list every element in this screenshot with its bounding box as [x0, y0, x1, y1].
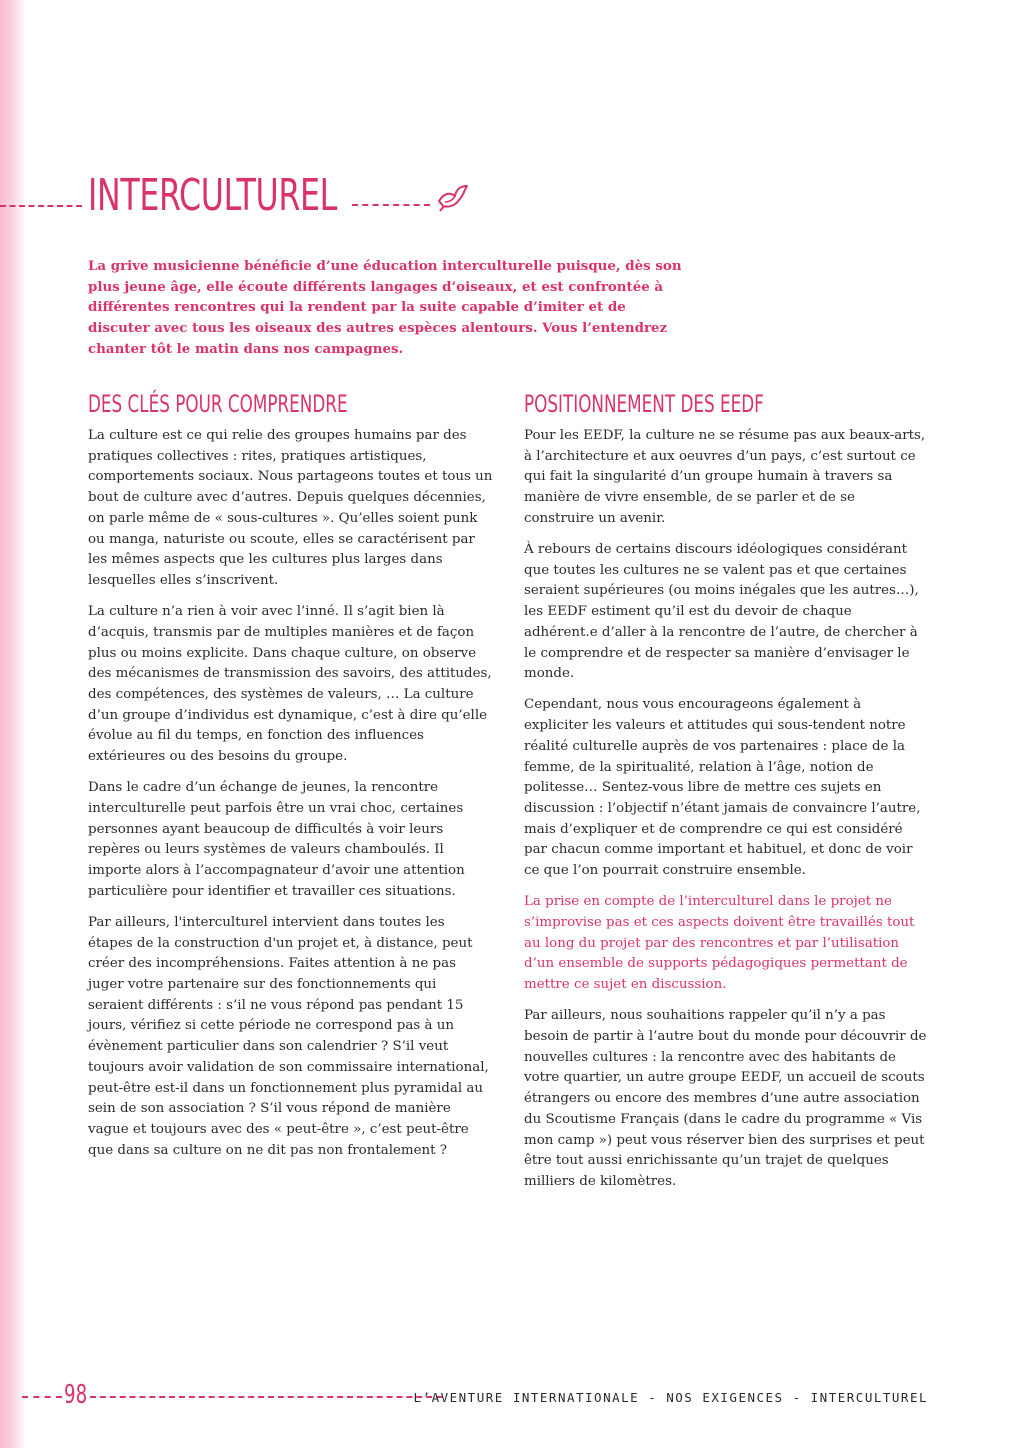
left-paragraph: La culture est ce qui relie des groupes humains par des pratiques collectives : rites, pratiques artistiques, comportements sociaux. Nous partageons toutes et tous un bout de culture avec d’autres. Depuis quelques décennies, on parle même de « sous-cultures ». Qu’elles soient punk ou manga, naturiste ou scoute, elles se caractérisent par les mêmes aspects que les cultures plus larges dans lesquelles elles s’inscrivent.	[88, 428, 493, 588]
footer-dash-right	[90, 1396, 442, 1398]
intro-paragraph: La grive musicienne bénéficie d’une éducation interculturelle puisque, dès son plus jeune âge, elle écoute différents langages d’oiseaux, et est confrontée à différentes rencontres qui la rendent par la suite capable d’imiter et de discuter avec tous les oiseaux des autres espèces alentours. Vous l’entendrez chanter tôt le matin dans nos campagnes.	[88, 258, 682, 357]
title-dash-right	[352, 204, 430, 206]
right-paragraph: Cependant, nous vous encourageons également à expliciter les valeurs et attitudes qui sous-tendent notre réalité culturelle auprès de vos partenaires : place de la femme, de la spiritualité, relation à l’âge, notion de politesse… Sentez-vous libre de mettre ces sujets en discussion : l’objectif n’étant jamais de convaincre l’autre, mais d’expliquer et de comprendre ce qui est considéré par chacun comme important et habituel, et donc de voir ce que l’on pourrait construire ensemble.	[524, 697, 921, 879]
bird-icon	[436, 183, 470, 213]
page-title: INTERCULTUREL	[88, 170, 337, 221]
right-paragraph: À rebours de certains discours idéologiques considérant que toutes les cultures ne se valent pas et que certaines seraient supérieures (ou moins inégales que les autres…), les EEDF estiment qu’il est du devoir de chaque adhérent.e d’aller à la rencontre de l’autre, de chercher à le comprendre et de respecter sa manière d’envisager le monde.	[524, 542, 919, 682]
page-edge-gradient	[0, 0, 26, 1448]
running-title: L’AVENTURE INTERNATIONALE - NOS EXIGENCES - INTERCULTUREL	[413, 1390, 928, 1405]
heading-des-cles: DES CLÉS POUR COMPRENDRE	[88, 390, 348, 418]
column-left	[88, 388, 493, 1172]
highlight-paragraph: La prise en compte de l’interculturel dans le projet ne s’improvise pas et ces aspects doivent être travaillés tout au long du projet par des rencontres et par l’utilisation d’un ensemble de supports pédagogiques permettant de mettre ce sujet en discussion.	[524, 894, 915, 993]
footer-dash-left	[22, 1396, 62, 1398]
left-paragraph: La culture n’a rien à voir avec l’inné. Il s’agit bien là d’acquis, transmis par de multiples manières et de façon plus ou moins explicite. Dans chaque culture, on observe des mécanismes de transmission des savoirs, des attitudes, des compétences, des systèmes de valeurs, … La culture d’un groupe d’individus est dynamique, c’est à dire qu’elle évolue au fil du temps, en fonction des influences extérieures ou des besoins du groupe.	[88, 604, 492, 765]
title-dash-left	[0, 205, 82, 207]
closing-paragraph: Par ailleurs, nous souhaitions rappeler qu’il n’y a pas besoin de partir à l’autre bout du monde pour découvrir de nouvelles cultures : la rencontre avec des habitants de votre quartier, un autre groupe EEDF, un accueil de scouts étrangers ou encore des membres d’une autre association du Scoutisme Français (dans le cadre du programme « Vis mon camp ») peut vous réserver bien des surprises et peut être tout aussi enrichissante qu’un trajet de quelques milliers de kilomètres.	[524, 1008, 927, 1189]
left-paragraph: Dans le cadre d’un échange de jeunes, la rencontre interculturelle peut parfois être un vrai choc, certaines personnes ayant beaucoup de difficultés à voir leurs repères ou leurs systèmes de valeurs chamboulés. Il importe alors à l’accompagnateur d’avoir une attention particulière pour identifier et travailler ces situations.	[88, 780, 465, 899]
column-right	[524, 388, 929, 1203]
right-paragraph: Pour les EEDF, la culture ne se résume pas aux beaux-arts, à l’architecture et aux oeuvres d’un pays, c’est surtout ce qui fait la singularité d’un groupe humain à travers sa manière de vivre ensemble, de se parler et de se construire un avenir.	[524, 428, 926, 526]
page-number: 98	[64, 1380, 88, 1410]
left-paragraph: Par ailleurs, l'interculturel intervient dans toutes les étapes de la construction d'un projet et, à distance, peut créer des incompréhensions. Faites attention à ne pas juger votre partenaire sur des fonctionnements qui seraient différents : s’il ne vous répond pas pendant 15 jours, vérifiez si cette période ne correspond pas à un évènement particulier dans son calendrier ? S’il veut toujours avoir validation de son commissaire international, peut-être est-il dans un fonctionnement plus pyramidal au sein de son association ? S’il vous répond de manière vague et toujours avec des « peut-être », c’est peut-être que dans sa culture on ne dit pas non frontalement ?	[88, 914, 489, 1158]
heading-positionnement: POSITIONNEMENT DES EEDF	[524, 390, 764, 418]
